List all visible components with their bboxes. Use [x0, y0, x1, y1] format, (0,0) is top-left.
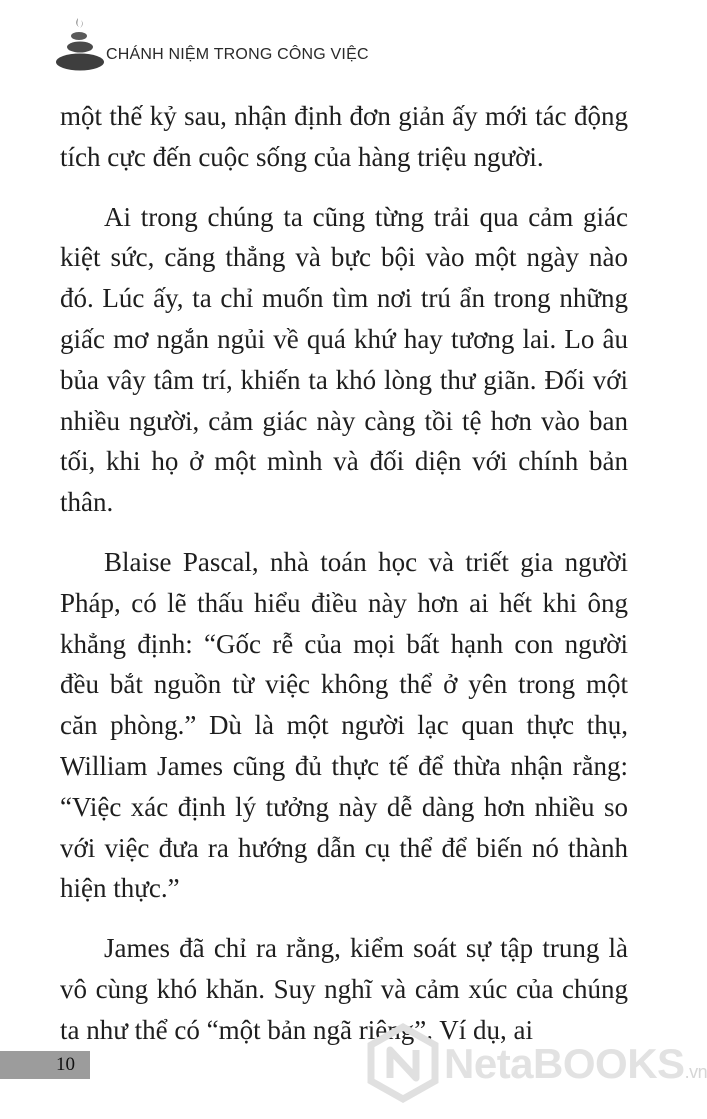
paragraph: James đã chỉ ra rằng, kiểm soát sự tập trung là vô cùng khó khăn. Suy nghĩ và cảm xúc của chúng ta như thể có “một bản ngã riêng”. Ví dụ, ai — [60, 933, 629, 1045]
page-header — [0, 0, 700, 90]
running-header-title: CHÁNH NIỆM TRONG CÔNG VIỆC — [106, 46, 369, 63]
paragraph: Blaise Pascal, nhà toán học và triết gia người Pháp, có lẽ thấu hiểu điều này hơn ai hết khi ông khẳng định: “Gốc rễ của mọi bất hạnh con người đều bắt nguồn từ việc không thể ở yên trong một căn phòng.” Dù là một người lạc quan thực thụ, William James cũng đủ thực tế để thừa nhận rằng: “Việc xác định lý tưởng này dễ dàng hơn nhiều so với việc đưa ra hướng dẫn cụ thể để biến nó thành hiện thực.” — [60, 546, 628, 904]
watermark-text: NetaBOOKS.vn — [444, 1040, 707, 1087]
paragraph: Ai trong chúng ta cũng từng trải qua cảm giác kiệt sức, căng thẳng và bực bội vào một ngày nào đó. Lúc ấy, ta chỉ muốn tìm nơi trú ẩn trong những giấc mơ ngắn ngủi về quá khứ hay tương lai. Lo âu bủa vây tâm trí, khiến ta khó lòng thư giãn. Đối với nhiều người, cảm giác này càng tồi tệ hơn vào ban tối, khi họ ở một mình và đối diện với chính bản thân. — [60, 201, 629, 518]
stacked-stones-icon — [52, 14, 108, 74]
page-number: 10 — [56, 1054, 75, 1075]
page-number-bar — [0, 1051, 90, 1079]
hexagon-n-logo-icon — [364, 1024, 442, 1102]
body-text — [60, 96, 628, 1070]
paragraph: một thế kỷ sau, nhận định đơn giản ấy mới tác động tích cực đến cuộc sống của hàng triệu người. — [60, 101, 628, 172]
watermark — [364, 1020, 707, 1106]
